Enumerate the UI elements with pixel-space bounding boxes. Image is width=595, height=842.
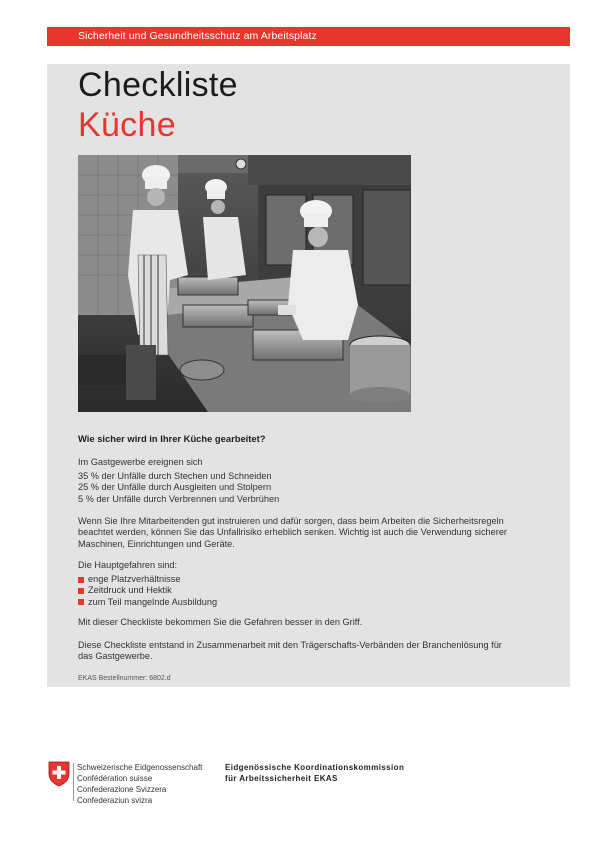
bullet-square-icon <box>78 577 84 583</box>
hazard-item <box>78 597 217 608</box>
stats-list <box>78 471 279 505</box>
origin-line: Diese Checkliste entstand in Zusammenarbeit mit den Trägerschafts-Verbänden der Branchenlösung für <box>78 640 502 650</box>
federation-line: Confédération suisse <box>77 774 153 783</box>
ekas-name <box>225 762 404 784</box>
swiss-shield-icon <box>48 761 70 787</box>
bullet-square-icon <box>78 599 84 605</box>
bullet-square-icon <box>78 588 84 594</box>
hazards-list <box>78 574 217 608</box>
stats-lead: Im Gastgewerbe ereignen sich <box>78 457 203 467</box>
paragraph-line: beachtet werden, können Sie das Unfallrisiko erheblich senken. Wichtig ist auch die Verwendung sicherer <box>78 527 507 538</box>
stat-line: 5 % der Unfälle durch Verbrennen und Verbrühen <box>78 493 280 504</box>
control-line: Mit dieser Checkliste bekommen Sie die Gefahren besser in den Griff. <box>78 617 363 627</box>
stat-line: 35 % der Unfälle durch Stechen und Schneiden <box>78 471 272 481</box>
kitchen-photo <box>78 155 411 412</box>
hazard-text: enge Platzverhältnisse <box>88 574 181 584</box>
federation-line: Confederaziun svizra <box>77 796 153 805</box>
page-subtitle: Küche <box>78 106 176 144</box>
ekas-line: Eidgenössische Koordinationskommission <box>225 763 405 772</box>
hazards-title: Die Hauptgefahren sind: <box>78 560 178 570</box>
hazard-text: Zeitdruck und Hektik <box>88 585 172 596</box>
paragraph-line: Maschinen, Einrichtungen und Geräte. <box>78 538 235 549</box>
hazard-item <box>78 574 217 585</box>
stat-line: 25 % der Unfälle durch Ausgleiten und Stolpern <box>78 482 272 493</box>
intro-paragraph <box>78 516 507 550</box>
ekas-line: für Arbeitssicherheit EKAS <box>225 774 338 783</box>
origin-line: das Gastgewerbe. <box>78 651 153 662</box>
federation-names <box>77 762 202 806</box>
paragraph-line: Wenn Sie Ihre Mitarbeitenden gut instruieren und dafür sorgen, dass beim Arbeiten die Sicherheitsregeln <box>78 516 504 526</box>
order-number: EKAS Bestellnummer: 6802.d <box>78 675 171 682</box>
origin-paragraph <box>78 640 502 663</box>
federation-line: Schweizerische Eidgenossenschaft <box>77 763 203 772</box>
page-title: Checkliste <box>78 66 238 104</box>
header-title: Sicherheit und Gesundheitsschutz am Arbeitsplatz <box>78 30 317 42</box>
hazard-item <box>78 585 217 596</box>
intro-question: Wie sicher wird in Ihrer Küche gearbeitet? <box>78 433 266 444</box>
hazard-text: zum Teil mangelnde Ausbildung <box>88 596 218 607</box>
header-bar <box>47 27 570 46</box>
federation-line: Confederazione Svizzera <box>77 785 167 794</box>
footer-divider <box>73 763 74 801</box>
